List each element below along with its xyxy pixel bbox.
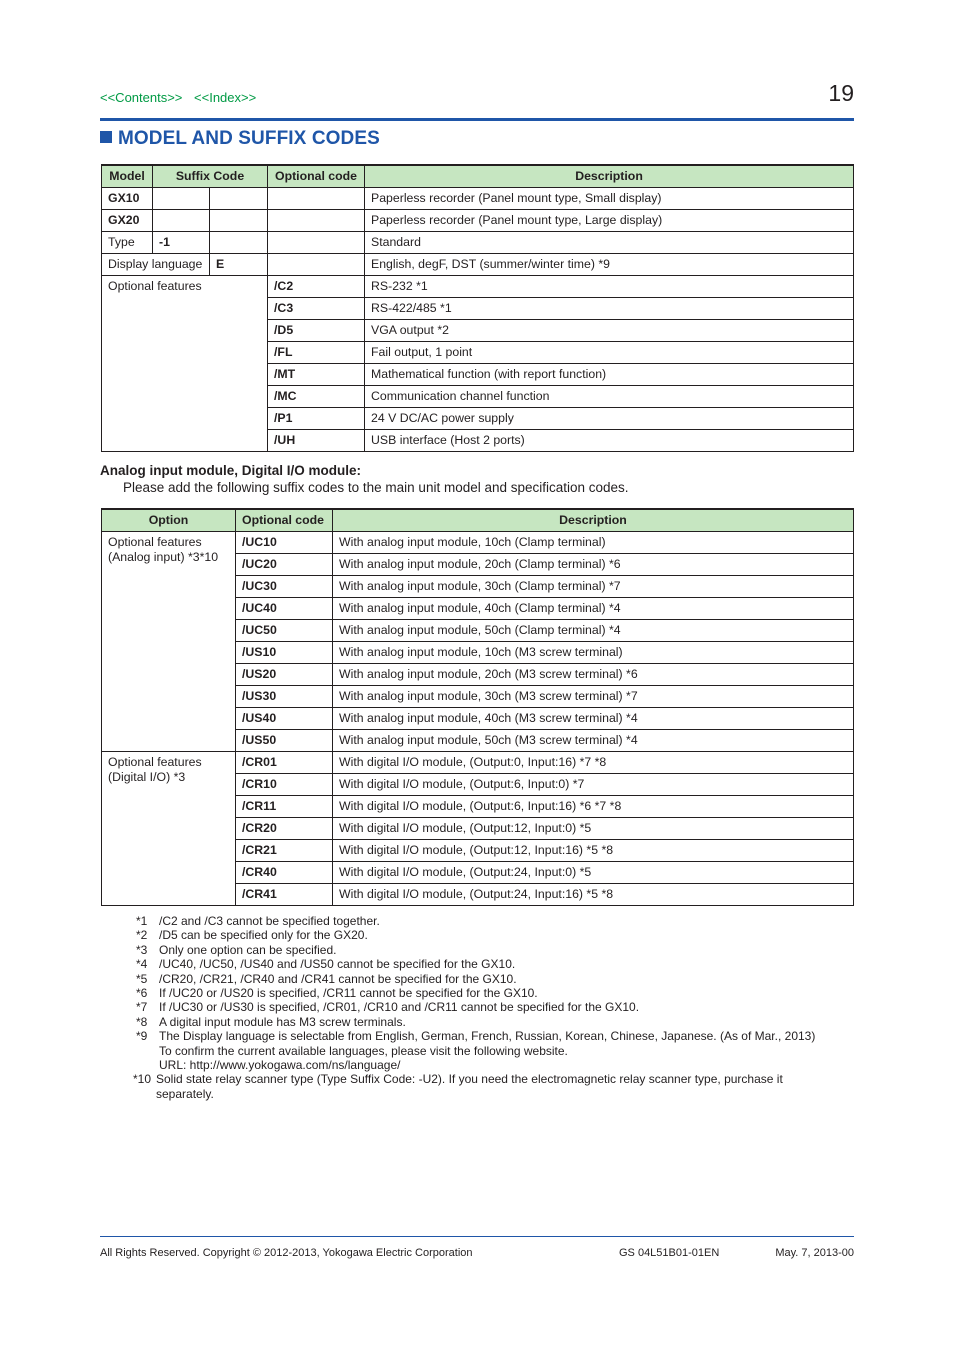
footnote-key: *9 xyxy=(136,1029,148,1044)
code-cell: /UC20 xyxy=(236,554,333,576)
description-cell: With analog input module, 50ch (M3 screw terminal) *4 xyxy=(333,730,854,752)
footnote xyxy=(133,1072,839,1101)
code-cell: /CR11 xyxy=(236,796,333,818)
footnote xyxy=(136,943,839,957)
code-cell: /CR21 xyxy=(236,840,333,862)
subsection-text: Please add the following suffix codes to the main unit model and specification codes. xyxy=(123,480,629,495)
group-label-analog xyxy=(102,532,236,752)
code-cell: /C2 xyxy=(268,276,365,298)
description-cell: RS-422/485 *1 xyxy=(365,298,854,320)
description-cell: Communication channel function xyxy=(365,386,854,408)
code-cell: /MT xyxy=(268,364,365,386)
footer-doc-id: GS 04L51B01-01EN xyxy=(619,1247,720,1259)
footnote-text: /CR20, /CR21, /CR40 and /CR41 cannot be specified for the GX10. xyxy=(159,971,517,986)
description-cell: With digital I/O module, (Output:12, Input:16) *5 *8 xyxy=(333,840,854,862)
model-suffix-table xyxy=(101,164,854,452)
code-cell: /CR10 xyxy=(236,774,333,796)
model-cell: GX10 xyxy=(102,188,153,210)
table-header-row xyxy=(102,165,854,188)
empty-cell xyxy=(210,188,268,210)
code-cell: /UH xyxy=(268,430,365,452)
empty-cell xyxy=(153,188,210,210)
label-cell: Display language xyxy=(102,254,210,276)
description-cell: RS-232 *1 xyxy=(365,276,854,298)
code-cell: /UC50 xyxy=(236,620,333,642)
col-header-description: Description xyxy=(365,165,854,188)
code-cell: /US50 xyxy=(236,730,333,752)
code-cell: /US40 xyxy=(236,708,333,730)
footer-copyright: All Rights Reserved. Copyright © 2012-2013, Yokogawa Electric Corporation xyxy=(100,1247,473,1259)
footnote-key: *1 xyxy=(136,914,148,928)
module-options-table xyxy=(101,508,854,906)
group-label-line: Optional features xyxy=(108,755,202,769)
footnote-text: /D5 can be specified only for the GX20. xyxy=(159,928,368,943)
footnote-line: separately. xyxy=(156,1086,214,1101)
page-number: 19 xyxy=(828,80,854,106)
code-cell: /D5 xyxy=(268,320,365,342)
footnote-url[interactable]: URL: http://www.yokogawa.com/ns/language/ xyxy=(159,1058,401,1073)
footnote-text: Only one option can be specified. xyxy=(159,942,337,957)
group-label-line: Optional features xyxy=(108,535,202,549)
description-cell: With analog input module, 30ch (Clamp terminal) *7 xyxy=(333,576,854,598)
footnote-text: /C2 and /C3 cannot be specified together. xyxy=(159,914,380,928)
footnote-text: A digital input module has M3 screw terminals. xyxy=(159,1014,406,1029)
footnote xyxy=(136,914,839,928)
description-cell: Mathematical function (with report function) xyxy=(365,364,854,386)
col-header-model: Model xyxy=(102,165,153,188)
code-cell: /CR41 xyxy=(236,884,333,906)
model-cell: GX20 xyxy=(102,210,153,232)
table-row xyxy=(102,188,854,210)
description-cell: English, degF, DST (summer/winter time) *9 xyxy=(365,254,854,276)
footnote-line: To confirm the current available languages, please visit the following website. xyxy=(159,1043,568,1058)
description-cell: With analog input module, 30ch (M3 screw terminal) *7 xyxy=(333,686,854,708)
col-header-option: Option xyxy=(102,509,236,532)
table-row xyxy=(102,532,854,554)
footnote-text: If /UC20 or /US20 is specified, /CR11 cannot be specified for the GX10. xyxy=(159,986,538,1001)
footnote xyxy=(136,1029,839,1072)
description-cell: Paperless recorder (Panel mount type, Small display) xyxy=(365,188,854,210)
section-title xyxy=(100,128,380,150)
empty-cell xyxy=(210,232,268,254)
footnote-text xyxy=(156,1072,836,1101)
empty-cell xyxy=(268,210,365,232)
code-cell: /US20 xyxy=(236,664,333,686)
table-row xyxy=(102,752,854,774)
footnote-text: If /UC30 or /US30 is specified, /CR01, /CR10 and /CR11 cannot be specified for the GX10. xyxy=(159,1000,640,1015)
description-cell: With digital I/O module, (Output:6, Input:16) *6 *7 *8 xyxy=(333,796,854,818)
footnote-key: *3 xyxy=(136,942,148,957)
footnote-line: Solid state relay scanner type (Type Suffix Code: -U2). If you need the electromagnetic relay scanner type, purchase it xyxy=(156,1072,783,1087)
col-header-description: Description xyxy=(333,509,854,532)
table-row xyxy=(102,232,854,254)
footnote-text: /UC40, /UC50, /US40 and /US50 cannot be specified for the GX10. xyxy=(159,957,516,972)
group-label-line: (Digital I/O) *3 xyxy=(108,770,186,784)
empty-cell xyxy=(268,232,365,254)
code-cell: /CR40 xyxy=(236,862,333,884)
description-cell: With digital I/O module, (Output:6, Input:0) *7 xyxy=(333,774,854,796)
table-row xyxy=(102,210,854,232)
description-cell: With analog input module, 10ch (Clamp terminal) xyxy=(333,532,854,554)
group-label-line: (Analog input) *3*10 xyxy=(108,550,219,564)
code-cell: /MC xyxy=(268,386,365,408)
footnote xyxy=(136,1015,839,1029)
table-row xyxy=(102,254,854,276)
table-row xyxy=(102,276,854,298)
code-cell: -1 xyxy=(153,232,210,254)
footnote-text xyxy=(159,1029,839,1072)
label-cell: Optional features xyxy=(102,276,268,452)
description-cell: With digital I/O module, (Output:0, Input:16) *7 *8 xyxy=(333,752,854,774)
code-cell: /UC30 xyxy=(236,576,333,598)
code-cell: E xyxy=(210,254,268,276)
footnote-key: *8 xyxy=(136,1014,148,1029)
footer-divider xyxy=(100,1236,854,1237)
code-cell: /UC10 xyxy=(236,532,333,554)
description-cell: With analog input module, 10ch (M3 screw terminal) xyxy=(333,642,854,664)
footnotes xyxy=(133,914,839,1101)
description-cell: Fail output, 1 point xyxy=(365,342,854,364)
footnote-key: *4 xyxy=(136,957,148,972)
code-cell: /CR01 xyxy=(236,752,333,774)
group-label-digital xyxy=(102,752,236,906)
description-cell: With digital I/O module, (Output:24, Input:16) *5 *8 xyxy=(333,884,854,906)
empty-cell xyxy=(268,188,365,210)
empty-cell xyxy=(268,254,365,276)
index-link[interactable]: <<Index>> xyxy=(194,90,257,105)
description-cell: With analog input module, 40ch (M3 screw terminal) *4 xyxy=(333,708,854,730)
footer-date: May. 7, 2013-00 xyxy=(775,1247,854,1259)
footnote-line: The Display language is selectable from English, German, French, Russian, Korean, Chinese, Japanese. (As of Mar., 2013) xyxy=(159,1029,816,1044)
description-cell: 24 V DC/AC power supply xyxy=(365,408,854,430)
footnote-key: *5 xyxy=(136,971,148,986)
description-cell: VGA output *2 xyxy=(365,320,854,342)
contents-link[interactable]: <<Contents>> xyxy=(100,90,183,105)
footnote-key: *7 xyxy=(136,1000,148,1015)
subsection-title: Analog input module, Digital I/O module: xyxy=(100,463,361,478)
code-cell: /US30 xyxy=(236,686,333,708)
description-cell: Paperless recorder (Panel mount type, Large display) xyxy=(365,210,854,232)
code-cell: /C3 xyxy=(268,298,365,320)
description-cell: With analog input module, 50ch (Clamp terminal) *4 xyxy=(333,620,854,642)
footnote xyxy=(136,986,839,1000)
label-cell: Type xyxy=(102,232,153,254)
footnote-key: *10 xyxy=(133,1072,152,1087)
description-cell: With analog input module, 20ch (Clamp terminal) *6 xyxy=(333,554,854,576)
code-cell: /FL xyxy=(268,342,365,364)
description-cell: With analog input module, 40ch (Clamp terminal) *4 xyxy=(333,598,854,620)
description-cell: USB interface (Host 2 ports) xyxy=(365,430,854,452)
footnote xyxy=(136,957,839,971)
col-header-optional-code: Optional code xyxy=(236,509,333,532)
description-cell: With digital I/O module, (Output:12, Input:0) *5 xyxy=(333,818,854,840)
code-cell: /UC40 xyxy=(236,598,333,620)
col-header-suffix: Suffix Code xyxy=(153,165,268,188)
code-cell: /US10 xyxy=(236,642,333,664)
footnote xyxy=(136,928,839,942)
code-cell: /CR20 xyxy=(236,818,333,840)
description-cell: With digital I/O module, (Output:24, Input:0) *5 xyxy=(333,862,854,884)
empty-cell xyxy=(210,210,268,232)
square-bullet-icon xyxy=(100,131,112,143)
code-cell: /P1 xyxy=(268,408,365,430)
col-header-optional: Optional code xyxy=(268,165,365,188)
top-nav xyxy=(100,90,264,105)
header-divider xyxy=(100,118,854,121)
footnote xyxy=(136,972,839,986)
description-cell: With analog input module, 20ch (M3 screw terminal) *6 xyxy=(333,664,854,686)
empty-cell xyxy=(153,210,210,232)
description-cell: Standard xyxy=(365,232,854,254)
footnote xyxy=(136,1000,839,1014)
table-header-row xyxy=(102,509,854,532)
footnote-key: *6 xyxy=(136,986,148,1001)
footnote-key: *2 xyxy=(136,928,148,943)
section-title-text: MODEL AND SUFFIX CODES xyxy=(118,128,380,149)
